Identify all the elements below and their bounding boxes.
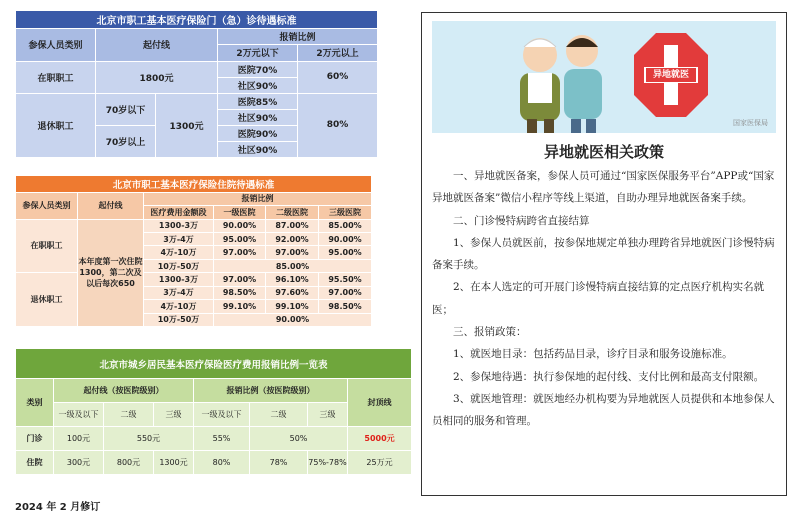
incumbent-deductible: 1800元 <box>96 61 218 93</box>
table-cell: 300元 <box>54 451 104 475</box>
table-cell: 10万-50万 <box>144 313 214 326</box>
table-cell: 97.00% <box>214 246 266 259</box>
row-outpatient: 门诊 <box>16 427 54 451</box>
table-cell: 85.00% <box>214 259 372 272</box>
header-ratio: 报销比例 <box>218 29 378 45</box>
policy-paragraph: 一、异地就医备案，参保人员可通过“国家医保服务平台”APP或“国家异地就医备案”微信小程序等线上渠道，自助办理异地就医备案手续。 <box>432 170 775 205</box>
table-cell: 三级 <box>154 403 194 427</box>
table-cell: 97.00% <box>266 246 319 259</box>
revision-date: 2024 年 2 月修订 <box>15 502 101 513</box>
table-cell: 3万-4万 <box>144 286 214 299</box>
table-title: 北京市城乡居民基本医疗保险医疗费用报销比例一览表 <box>16 349 412 379</box>
table-cell: 医院85% <box>218 93 298 109</box>
table-cell: 78% <box>250 451 308 475</box>
policy-title: 异地就医相关政策 <box>543 143 664 161</box>
table-cell: 55% <box>194 427 250 451</box>
table-cell: 100元 <box>54 427 104 451</box>
table-cell: 95.00% <box>319 246 372 259</box>
doctors-illustration <box>432 21 776 133</box>
table-cell: 95.00% <box>214 233 266 246</box>
table-cell: 70岁以下 <box>96 93 156 125</box>
table-cell: 二级 <box>250 403 308 427</box>
policy-paragraph: 2、在本人选定的可开展门诊慢特病直接结算的定点医疗机构实名就医； <box>432 281 765 316</box>
table-cell: 25万元 <box>348 451 412 475</box>
table-cell: 三级 <box>308 403 348 427</box>
table-cell: 50% <box>250 427 348 451</box>
table-cell: 80% <box>194 451 250 475</box>
inpatient-standard-table <box>15 175 372 327</box>
header-below-20k: 2万元以下 <box>218 45 298 61</box>
header-deductible: 起付线 <box>96 29 218 61</box>
policy-paragraph: 二、门诊慢特病跨省直接结算 <box>453 214 590 227</box>
resident-insurance-table <box>15 348 412 475</box>
table-cell: 3万-4万 <box>144 233 214 246</box>
policy-body <box>432 165 778 433</box>
table-cell: 一级及以下 <box>54 403 104 427</box>
table-cell: 社区90% <box>218 77 298 93</box>
header-ratio: 报销比例（按医院级别） <box>194 379 348 403</box>
table-cell: 医院90% <box>218 125 298 141</box>
row-incumbent: 在职职工 <box>16 219 78 273</box>
policy-paragraph: 1、参保人员就医前，按参保地规定单独办理跨省异地就医门诊慢特病备案手续。 <box>432 236 775 272</box>
table-cell: 二级 <box>104 403 154 427</box>
table-cell: 95.50% <box>319 273 372 286</box>
row-retired: 退休职工 <box>16 93 96 157</box>
policy-paragraph: 三、报销政策： <box>453 326 527 339</box>
table-cell: 一级及以下 <box>194 403 250 427</box>
table-cell: 97.60% <box>266 286 319 299</box>
table-cell: 1300-3万 <box>144 219 214 232</box>
table-cell: 97.00% <box>214 273 266 286</box>
table-cell: 800元 <box>104 451 154 475</box>
table-cell: 60% <box>298 61 378 93</box>
table-cell: 90.00% <box>214 219 266 232</box>
row-inpatient: 住院 <box>16 451 54 475</box>
table-title: 北京市职工基本医疗保险住院待遇标准 <box>16 176 372 193</box>
header-type: 类别 <box>16 379 54 427</box>
banner-illustration <box>432 21 776 133</box>
table-cell: 4万-10万 <box>144 246 214 259</box>
outpatient-standard-table <box>15 10 378 158</box>
table-cell: 90.00% <box>214 313 372 326</box>
table-cell: 550元 <box>104 427 194 451</box>
table-cell: 10万-50万 <box>144 259 214 272</box>
table-cell: 87.00% <box>266 219 319 232</box>
table-cell: 社区90% <box>218 109 298 125</box>
table-cell: 社区90% <box>218 141 298 157</box>
table-cell: 4万-10万 <box>144 300 214 313</box>
table-cell: 80% <box>298 93 378 157</box>
banner-watermark: 国家医保局 <box>733 119 768 127</box>
table-cell: 99.10% <box>266 300 319 313</box>
header-deductible: 起付线（按医院级别） <box>54 379 194 403</box>
table-cell: 75%-78% <box>308 451 348 475</box>
row-incumbent: 在职职工 <box>16 61 96 93</box>
table-cell: 98.50% <box>214 286 266 299</box>
table-cell: 1300元 <box>154 451 194 475</box>
table-cell: 70岁以上 <box>96 125 156 157</box>
header-amount: 医疗费用金额段 <box>144 206 214 219</box>
row-retired: 退休职工 <box>16 273 78 327</box>
header-deductible: 起付线 <box>78 192 144 219</box>
banner-sign-text: 异地就医 <box>652 70 689 80</box>
header-level1: 一级医院 <box>214 206 266 219</box>
policy-paragraph: 3、就医地管理：就医地经办机构要为异地就医人员提供和本地参保人员相同的服务和管理。 <box>432 392 775 428</box>
table-cell: 99.10% <box>214 300 266 313</box>
outpatient-cap: 5000元 <box>348 427 412 451</box>
table-cell: 医院70% <box>218 61 298 77</box>
deductible-note: 本年度第一次住院1300，第二次及以后每次650 <box>78 219 144 326</box>
table-cell: 90.00% <box>319 233 372 246</box>
header-level2: 二级医院 <box>266 206 319 219</box>
header-type: 参保人员类别 <box>16 192 78 219</box>
header-cap: 封顶线 <box>348 379 412 427</box>
policy-panel <box>421 12 787 496</box>
table-cell: 97.00% <box>319 286 372 299</box>
table-cell: 96.10% <box>266 273 319 286</box>
table-cell: 1300-3万 <box>144 273 214 286</box>
header-ratio: 报销比例 <box>144 192 372 205</box>
policy-paragraph: 2、参保地待遇：执行参保地的起付线、支付比例和最高支付限额。 <box>453 370 765 383</box>
table-cell: 85.00% <box>319 219 372 232</box>
retired-deductible: 1300元 <box>156 93 218 157</box>
policy-paragraph: 1、就医地目录：包括药品目录，诊疗目录和服务设施标准。 <box>453 348 733 361</box>
header-level3: 三级医院 <box>319 206 372 219</box>
table-cell: 98.50% <box>319 300 372 313</box>
header-above-20k: 2万元以上 <box>298 45 378 61</box>
table-cell: 92.00% <box>266 233 319 246</box>
table-title: 北京市职工基本医疗保险门（急）诊待遇标准 <box>16 11 378 29</box>
header-type: 参保人员类别 <box>16 29 96 61</box>
